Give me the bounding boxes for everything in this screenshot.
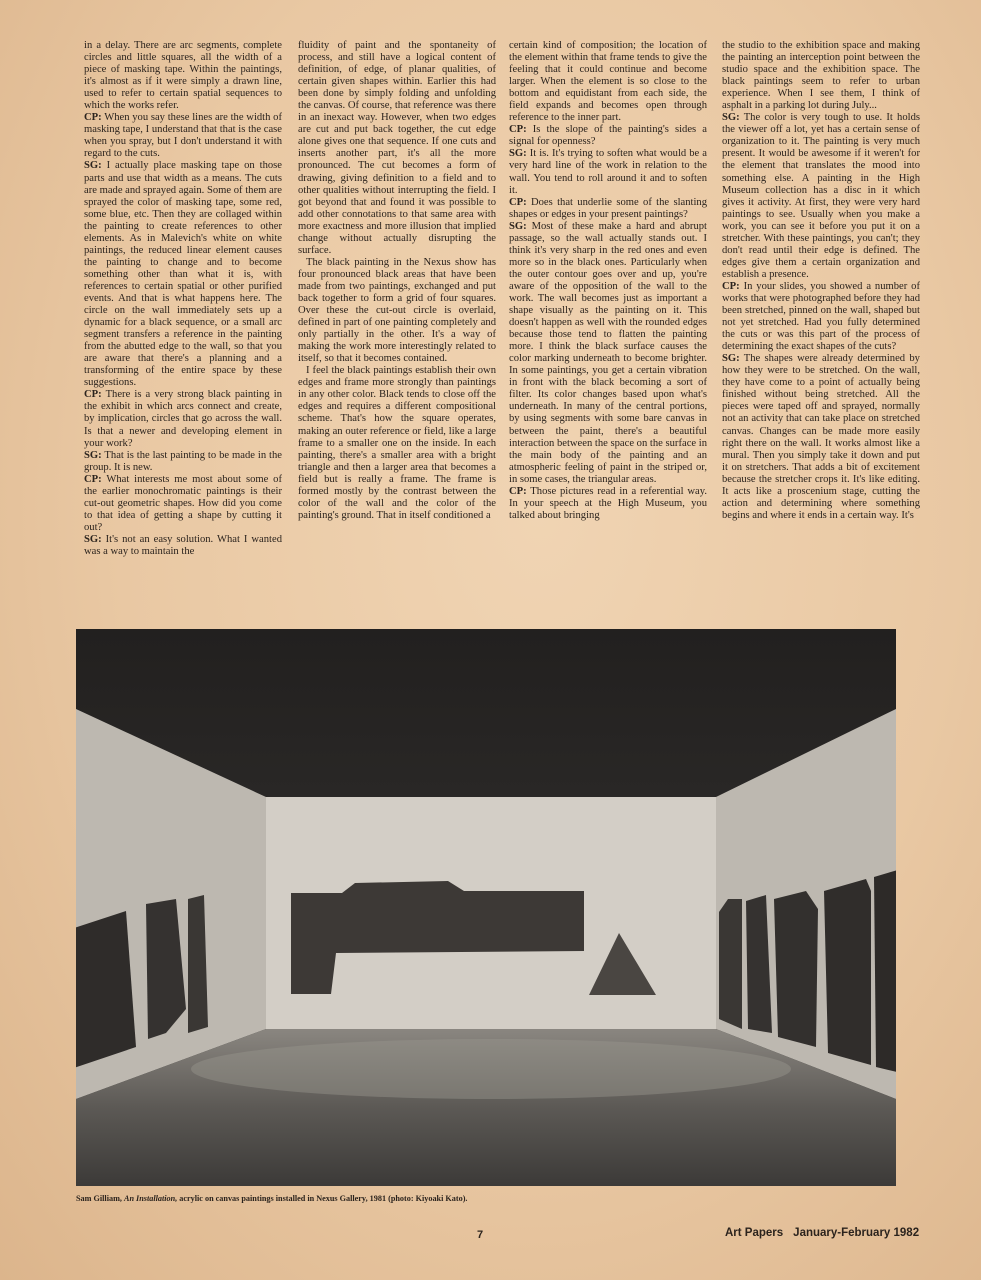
gallery-installation-photo xyxy=(76,629,896,1186)
article-paragraph xyxy=(722,40,920,112)
speaker-label: CP: xyxy=(509,124,527,136)
paragraph-text: The color is very tough to use. It holds the viewer off a lot, yet has a certain sense of organization to it. The painting is very much present. It would be awesome if it weren't for the element that translates the mood into something else. A painting in the High Museum collection has a disc in it which gives it activity. At first, they were very hard paintings to see. Usually when you make a work, you can see it before you put it on a stretcher. With these paintings, you can't; they don't read until their edge is defined. The edges give them a certain organization and establish a presence. xyxy=(722,112,920,280)
article-paragraph xyxy=(84,160,282,389)
publication-name: Art Papers xyxy=(725,1227,784,1239)
speaker-label: SG: xyxy=(84,533,102,545)
page-number: 7 xyxy=(477,1229,484,1241)
article-paragraph xyxy=(298,40,496,257)
publication-footer xyxy=(725,1227,919,1239)
paragraph-text: I actually place masking tape on those parts and use that width as a means. The cuts are made and sprayed again. Some of them are sprayed the color of masking tape, some red, some blue, etc. Then they are collaged within the painting to create references to other elements. As in Malevich's white on white paintings, the reduced linear element causes the painting to change and to become something other than what it is, with references to certain spatial or other purified events. And that is what happens here. The circle on the wall immediately sets up a dynamic for a black sequence, or a small arc segment transfers a reference in the painting from the abutted edge to the wall, so that you are aware that there's a planning and a transforming of the entire space by these suggestions. xyxy=(84,160,282,389)
article-column-2 xyxy=(298,40,496,626)
article-paragraph xyxy=(509,221,707,486)
speaker-label: SG: xyxy=(84,160,102,172)
paragraph-text: What interests me most about some of the earlier monochromatic paintings is their cut-out geometric shapes. How did you come to that idea of getting a shape by cutting it out? xyxy=(84,473,282,533)
issue-date: January-February 1982 xyxy=(793,1227,920,1239)
speaker-label: CP: xyxy=(84,112,102,124)
gallery-photo-svg xyxy=(76,629,896,1186)
paragraph-text: in a delay. There are arc segments, complete circles and little squares, all the width of a piece of masking tape. Within the paintings, it's almost as if it were simply a drawn line, used to refer to certain spatial sequences to which the works refer. xyxy=(84,40,282,112)
paragraph-text: Is the slope of the painting's sides a signal for openness? xyxy=(509,124,707,148)
caption-details: acrylic on canvas paintings installed in Nexus Gallery, 1981 (photo: Kiyoaki Kato). xyxy=(179,1194,468,1203)
article-paragraph xyxy=(84,389,282,449)
paragraph-text: the studio to the exhibition space and making the painting an interception point between the studio space and the exhibition space. The black paintings seem to refer to urban experience. When I see them, I think of asphalt in a parking lot during July... xyxy=(722,40,920,112)
article-paragraph xyxy=(722,281,920,353)
article-paragraph xyxy=(509,197,707,221)
article-paragraph xyxy=(84,40,282,112)
paragraph-text: That is the last painting to be made in the group. It is new. xyxy=(84,449,282,473)
article-column-1 xyxy=(84,40,282,626)
article-paragraph xyxy=(84,534,282,558)
article-paragraph xyxy=(84,474,282,534)
paragraph-text: It's not an easy solution. What I wanted was a way to maintain the xyxy=(84,533,282,557)
paragraph-text: certain kind of composition; the location of the element within that frame tends to give the feeling that it could continue and become larger. When the element is so close to the bottom and equidistant from each side, the field expands and becomes open through reference to the inner part. xyxy=(509,40,707,124)
paragraph-text: There is a very strong black painting in the exhibit in which arcs connect and create, by implication, circles that go across the wall. Is that a newer and developing element in your work? xyxy=(84,389,282,449)
floor-reflection xyxy=(191,1039,791,1099)
caption-artist: Sam Gilliam, xyxy=(76,1194,122,1203)
paragraph-text: The shapes were already determined by how they were to be stretched. On the wall, they have come to a point of actually being finished without being stretched. All the pieces were taped off and sprayed, normally not an activity that can take place on stretched canvas. Changes can be made more easily right there on the wall. It works almost like a mural. Then you simply take it down and put it on stretchers. That adds a bit of excitement because the stretcher crops it. It's like editing. It acts like a proscenium stage, cutting the action and determining where something begins and where it ends in a certain way. It's xyxy=(722,353,920,521)
speaker-label: CP: xyxy=(509,196,527,208)
caption-title: An Installation, xyxy=(124,1194,178,1203)
paragraph-text: In your slides, you showed a number of works that were photographed before they had been stretched, pinned on the wall, shaped but not yet stretched. Had you fully determined the cuts or was this part of the process of determining the exact shapes of the cuts? xyxy=(722,280,920,353)
speaker-label: SG: xyxy=(509,220,527,232)
article-paragraph xyxy=(509,124,707,148)
right-painting-3 xyxy=(774,891,818,1047)
speaker-label: SG: xyxy=(722,112,740,124)
article-column-4 xyxy=(722,40,920,626)
speaker-label: CP: xyxy=(722,280,740,292)
paragraph-text: The black painting in the Nexus show has four pronounced black areas that have been made from two paintings, exchanged and put back together to form a grid of four squares. Over these the cut-out circle is overlaid, defined in part of one painting completely and only partially in the other. It's a way of making the work more interestingly related to itself, so that it becomes contained. xyxy=(298,256,496,365)
speaker-label: SG: xyxy=(509,148,527,160)
speaker-label: SG: xyxy=(84,449,102,461)
photo-caption xyxy=(76,1194,896,1204)
right-painting-5 xyxy=(874,869,896,1073)
article-paragraph xyxy=(84,450,282,474)
article-paragraph xyxy=(298,365,496,522)
paragraph-text: fluidity of paint and the spontaneity of process, and still have a logical content of definition, of edge, of planar qualities, of certain given shapes within. Earlier this had been done by simply folding and unfolding the canvas. Of course, that reference was there in an inexact way. However, when two edges are cut and put back together, the cut edge alone gives one that sequence. If one cuts and inserts another part, it's all the more pronounced. The cut becomes a form of drawing, giving definition to a field and to other qualities without interrupting the field. I got beyond that and found it was possible to add other connotations to that same area with more exactness and more illusion that implied change without actually disrupting the surface. xyxy=(298,40,496,256)
paragraph-text: Those pictures read in a referential way. In your speech at the High Museum, you talked about bringing xyxy=(509,485,707,521)
speaker-label: SG: xyxy=(722,353,740,365)
article-column-3 xyxy=(509,40,707,626)
right-painting-1 xyxy=(719,899,742,1029)
paragraph-text: It is. It's trying to soften what would be a very hard line of the work in relation to the wall. You tend to roll around it and to soften it. xyxy=(509,148,707,196)
speaker-label: CP: xyxy=(84,473,102,485)
speaker-label: CP: xyxy=(84,389,102,401)
left-painting-1 xyxy=(76,911,136,1069)
right-painting-4 xyxy=(824,879,871,1065)
article-paragraph xyxy=(84,112,282,160)
article-paragraph xyxy=(509,148,707,196)
article-paragraph xyxy=(509,40,707,124)
paragraph-text: When you say these lines are the width of masking tape, I understand that that is the case when you spray, but I don't understand it with regard to the cuts. xyxy=(84,112,282,160)
article-paragraph xyxy=(509,486,707,522)
speaker-label: CP: xyxy=(509,485,527,497)
paragraph-text: Does that underlie some of the slanting shapes or edges in your present paintings? xyxy=(509,196,707,220)
paragraph-text: Most of these make a hard and abrupt passage, so the wall actually stands out. I think it's very sharp in the red ones and even more so in the black ones. Particularly when the outer contour goes over and up, you're aware of the opposition of the wall to the work. The wall becomes just as important a shape visually as the painting on it. This doesn't happen as well with the rounded edges because those tend to flatten the painting more. I think the black surface causes the color marking underneath to become brighter. In some paintings, you get a certain vibration in front with the black becoming a sort of filter. Its color changes based upon what's underneath. In many of the central portions, by using segments with some bare canvas in between the paint, there's a beautiful interaction between the space on the surface in the main body of the painting and an atmospheric feeling of paint in the striped or, in some cases, the triangular areas. xyxy=(509,220,707,485)
article-paragraph xyxy=(722,353,920,522)
article-paragraph xyxy=(298,257,496,365)
article-paragraph xyxy=(722,112,920,281)
paragraph-text: I feel the black paintings establish their own edges and frame more strongly than paintings in any other color. Black tends to close off the edges and requires a different compositional scheme. That's how the square operates, making an outer reference or field, like a large frame to a smaller one on the inside. In each painting, there's a smaller area with a bright triangle and then a larger area that becomes a field but is really a frame. The frame is formed mostly by the contrast between the color of the wall and the color of the painting's ground. That in itself conditioned a xyxy=(298,365,496,521)
